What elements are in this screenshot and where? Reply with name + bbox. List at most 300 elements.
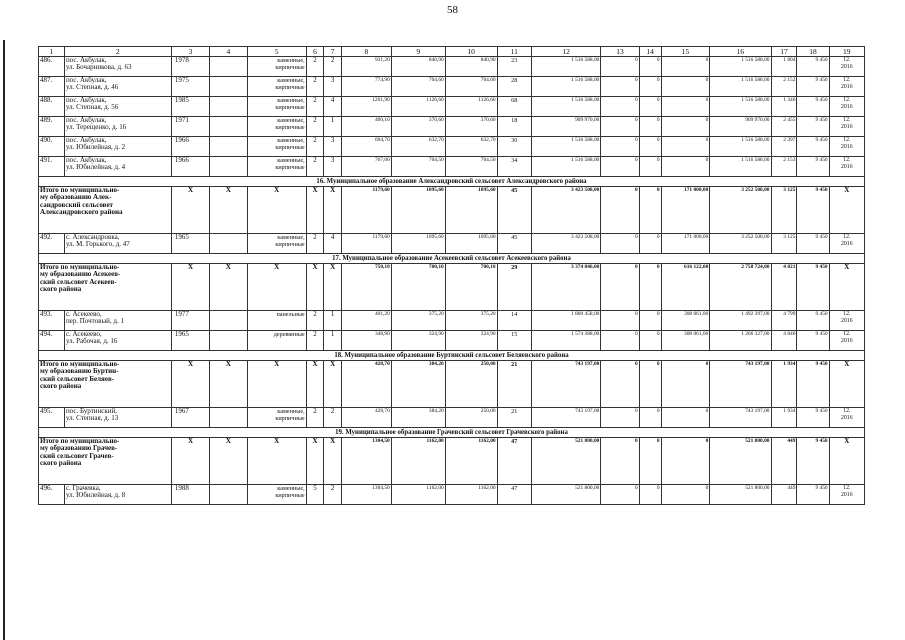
table-cell [210,57,247,77]
table-row [39,97,865,117]
table-cell: пос. Акбулак, ул. Юбилейная, д. 2 [64,137,171,157]
total-cell: 0 [639,438,661,485]
table-cell: 704,60 [391,77,445,97]
total-cell: X [324,438,342,485]
table-cell: 3 [324,137,342,157]
table-cell: 909 970,00 [531,117,601,137]
table-cell [210,77,247,97]
column-number-cell: 14 [639,47,661,57]
total-cell: 1095,60 [445,187,497,234]
total-cell: X [306,187,324,234]
table-cell: 308 061,00 [661,331,710,351]
table-cell: каменные, кирпичные [247,137,306,157]
table-cell: 0 [661,117,710,137]
table-cell: 12. 2016 [829,311,864,331]
total-cell: X [171,361,209,408]
total-cell: 616 122,00 [661,264,710,311]
table-cell: 0 [601,311,639,331]
table-cell: 3 [324,157,342,177]
table-cell: 2 [324,408,342,428]
table-cell: 1162,00 [391,485,445,505]
total-cell: 449 [771,438,797,485]
table-cell: 840,90 [391,57,445,77]
table-cell: 2 [306,331,324,351]
table-cell: 743 197,00 [531,408,601,428]
table-cell: 1 516 588,00 [710,157,771,177]
table-row [39,157,865,177]
table-cell: каменные, кирпичные [247,117,306,137]
table-row [39,311,865,331]
table-cell: 521 800,00 [531,485,601,505]
table-cell: 0 [639,77,661,97]
table-cell: 9 450 [797,331,829,351]
total-cell: 700,10 [391,264,445,311]
table-cell: 2 [306,117,324,137]
section-heading: 17. Муниципальное образование Асекеевский сельсовет Асекеевского района [39,254,865,264]
total-cell: 0 [661,361,710,408]
total-cell: 0 [601,361,639,408]
table-cell: 1985 [171,97,209,117]
total-label: Итого по муниципально- му образованию Алек- сандровский сельсовет Александровского района [39,187,172,234]
table-cell: 0 [601,234,639,254]
column-number-cell: 6 [306,47,324,57]
total-cell: X [210,264,247,311]
table-cell: 12. 2016 [829,117,864,137]
table-cell: 2 [306,408,324,428]
total-cell: X [210,187,247,234]
table-cell: 12. 2016 [829,408,864,428]
table-cell: 1967 [171,408,209,428]
table-cell: 496. [39,485,65,505]
total-cell: X [324,187,342,234]
table-cell: каменные, кирпичные [247,408,306,428]
table-cell: 704,60 [445,77,497,97]
table-cell: 12. 2016 [829,137,864,157]
section-heading-row [39,177,865,187]
total-cell: X [247,361,306,408]
table-cell: 2 [306,137,324,157]
total-cell: 1 934 [771,361,797,408]
table-cell: 0 [661,77,710,97]
table-cell: 1 [324,311,342,331]
table-cell: 0 [661,137,710,157]
table-cell: 375,20 [445,311,497,331]
table-cell: 1965 [171,234,209,254]
table-cell: 9 450 [797,97,829,117]
total-cell: 0 [639,187,661,234]
total-cell: 521 800,00 [531,438,601,485]
housing-repair-table [38,46,865,505]
table-cell: 2 [306,77,324,97]
table-cell: 12. 2016 [829,157,864,177]
total-cell: X [829,361,864,408]
total-cell: X [829,187,864,234]
total-cell: 1304,50 [341,438,391,485]
column-number-cell: 10 [445,47,497,57]
section-heading: 16. Муниципальное образование Александровский сельсовет Александровского района [39,177,865,187]
total-cell: 1179,60 [341,187,391,234]
column-number-cell: 4 [210,47,247,57]
table-cell: 68 [497,97,531,117]
column-number-row [39,47,865,57]
table-cell: 0 [601,77,639,97]
table-cell: 486. [39,57,65,77]
table-cell: 490. [39,137,65,157]
table-cell: 0 [639,234,661,254]
total-label: Итого по муниципально- му образованию Асекеев- ский сельсовет Асекеев- ского района [39,264,172,311]
table-cell: 1 804 [771,57,797,77]
table-row [39,77,865,97]
section-heading-row [39,428,865,438]
table-cell: 370,60 [445,117,497,137]
total-cell: 29 [497,264,531,311]
total-cell: 3 252 508,00 [710,187,771,234]
table-row [39,234,865,254]
total-cell: 1095,60 [391,187,445,234]
table-cell: 704,50 [445,157,497,177]
total-row [39,438,865,485]
table-cell: 370,60 [391,117,445,137]
column-number-cell: 2 [64,47,171,57]
table-cell: 521 800,00 [710,485,771,505]
table-cell: 0 [601,97,639,117]
table-cell: 400,10 [341,117,391,137]
table-cell: 488. [39,97,65,117]
table-cell: 9 450 [797,57,829,77]
table-cell: 4 [324,97,342,117]
table-cell: 0 [639,408,661,428]
table-cell: 1 492 397,00 [710,311,771,331]
table-cell: 494. [39,331,65,351]
table-cell: 1 516 588,00 [710,137,771,157]
table-cell: 0 [601,157,639,177]
table-cell [210,311,247,331]
table-cell: 632,70 [445,137,497,157]
table-cell: 2 [324,485,342,505]
table-cell: 1978 [171,57,209,77]
table-cell: 9 450 [797,485,829,505]
table-cell: 4 846 [771,331,797,351]
table-row [39,137,865,157]
table-cell: 9 450 [797,311,829,331]
table-cell: 18 [497,117,531,137]
total-cell: X [306,361,324,408]
total-label: Итого по муниципально- му образованию Буртин- ский сельсовет Беляев- ского района [39,361,172,408]
total-cell: 21 [497,361,531,408]
table-cell: 5 [306,485,324,505]
table-cell: каменные, кирпичные [247,234,306,254]
table-cell: 23 [497,57,531,77]
table-cell: 1304,50 [341,485,391,505]
total-cell: 428,70 [341,361,391,408]
table-cell: 2 [306,57,324,77]
table-cell: 428,70 [341,408,391,428]
table-cell: 2 152 [771,77,797,97]
table-cell: 0 [661,157,710,177]
table-cell: 1971 [171,117,209,137]
table-cell: 21 [497,408,531,428]
total-cell: 47 [497,438,531,485]
total-cell: 521 800,00 [710,438,771,485]
table-cell: пос. Акбулак, ул. Степная, д. 56 [64,97,171,117]
table-cell: 30 [497,137,531,157]
table-cell: 2 [306,157,324,177]
total-cell: 1162,00 [391,438,445,485]
table-cell: 375,20 [391,311,445,331]
section-heading: 19. Муниципальное образование Грачевский сельсовет Грачевского района [39,428,865,438]
table-cell: 1201,90 [341,97,391,117]
table-cell: пос. Буртинский, ул. Степная, д. 13 [64,408,171,428]
total-cell: X [324,264,342,311]
page-number: 58 [447,4,458,16]
table-cell: 493. [39,311,65,331]
total-cell: X [171,438,209,485]
table-cell: с. Асекеево, пер. Почтовый, д. 1 [64,311,171,331]
total-cell: X [171,187,209,234]
table-cell: каменные, кирпичные [247,157,306,177]
table-cell: пос. Акбулак, ул. Терещенко, д. 16 [64,117,171,137]
table-cell: каменные, кирпичные [247,77,306,97]
table-cell: 774,90 [341,77,391,97]
total-cell: 0 [601,264,639,311]
table-cell: 492. [39,234,65,254]
table-cell: 1 516 588,00 [710,77,771,97]
table-cell: 2 397 [771,137,797,157]
table-cell: 0 [661,408,710,428]
total-cell: 3 374 846,00 [531,264,601,311]
table-cell: 324,90 [445,331,497,351]
table-cell [210,97,247,117]
column-number-cell: 3 [171,47,209,57]
total-cell: 384,20 [391,361,445,408]
table-cell: 1 [324,331,342,351]
table-row [39,408,865,428]
table-cell: 1 346 [771,97,797,117]
table-cell: с. Грачевка, ул. Юбилейная, д. 8 [64,485,171,505]
total-cell: 0 [661,438,710,485]
table-cell: 487. [39,77,65,97]
table-cell: 12. 2016 [829,77,864,97]
table-cell: каменные, кирпичные [247,97,306,117]
table-cell: 0 [639,57,661,77]
table-cell: 0 [601,137,639,157]
table-cell: 1095,60 [445,234,497,254]
table-cell: 0 [639,311,661,331]
table-cell: 0 [639,137,661,157]
table-cell: 3 [324,77,342,97]
column-number-cell: 1 [39,47,65,57]
total-cell: 2 758 724,00 [710,264,771,311]
total-cell: 750,10 [341,264,391,311]
total-cell: 45 [497,187,531,234]
table-cell: 28 [497,77,531,97]
table-cell: 489. [39,117,65,137]
column-number-cell: 15 [661,47,710,57]
table-cell: 1095,60 [391,234,445,254]
table-cell: 34 [497,157,531,177]
column-number-cell: 17 [771,47,797,57]
section-heading: 18. Муниципальное образование Буртинский сельсовет Беляевского района [39,351,865,361]
table-cell: 12. 2016 [829,97,864,117]
table-cell: 0 [661,57,710,77]
total-cell: X [324,361,342,408]
table-cell: 1 934 [771,408,797,428]
table-cell: 1126,60 [391,97,445,117]
table-cell: 1988 [171,485,209,505]
table-cell: 401,20 [341,311,391,331]
total-cell: 700,10 [445,264,497,311]
table-cell: 840,90 [445,57,497,77]
table-cell: 1966 [171,157,209,177]
table-cell: 250,00 [445,408,497,428]
total-cell: X [210,438,247,485]
table-cell: 491. [39,157,65,177]
table-row [39,485,865,505]
table-cell: 1 [324,117,342,137]
table-cell: 1 516 588,00 [531,157,601,177]
table-cell: 12. 2016 [829,57,864,77]
table-row [39,331,865,351]
table-cell: деревянные [247,331,306,351]
table-cell: 0 [601,408,639,428]
total-cell: X [306,264,324,311]
total-cell: 0 [639,361,661,408]
table-cell: каменные, кирпичные [247,485,306,505]
table-cell: 2 455 [771,117,797,137]
table-cell: 931,20 [341,57,391,77]
table-cell: 3 252 508,00 [710,234,771,254]
table-cell: 14 [497,311,531,331]
total-cell: X [829,438,864,485]
table-cell: 324,90 [391,331,445,351]
table-cell: 694,70 [341,137,391,157]
column-number-cell: 5 [247,47,306,57]
total-cell: 3 125 [771,187,797,234]
table-cell: 1 800 458,00 [531,311,601,331]
table-cell: 348,90 [341,331,391,351]
table-cell: 632,70 [391,137,445,157]
table-cell: 0 [639,157,661,177]
table-cell: 12. 2016 [829,331,864,351]
table-cell: панельные [247,311,306,331]
total-cell: 0 [601,187,639,234]
table-cell [210,137,247,157]
table-cell: 12. 2016 [829,485,864,505]
table-cell: 449 [771,485,797,505]
total-cell: 0 [639,264,661,311]
table-cell: 2 [306,311,324,331]
table-cell [210,157,247,177]
total-cell: 0 [601,438,639,485]
table-cell: 1975 [171,77,209,97]
table-cell: пос. Акбулак, ул. Бочарникова, д. 63 [64,57,171,77]
table-cell: 45 [497,234,531,254]
table-cell: с. Асекеево, ул. Рабочая, д. 16 [64,331,171,351]
total-cell: 250,00 [445,361,497,408]
section-heading-row [39,351,865,361]
total-cell: 743 197,00 [710,361,771,408]
total-cell: X [306,438,324,485]
table-cell: 2 153 [771,157,797,177]
table-cell: 0 [601,57,639,77]
table-cell: 15 [497,331,531,351]
table-cell: 743 197,00 [710,408,771,428]
scan-edge-line [3,40,5,640]
total-row [39,361,865,408]
table-cell: 704,50 [391,157,445,177]
table-cell [210,408,247,428]
table-cell: с. Александровка, ул. М. Горького, д. 47 [64,234,171,254]
table-cell: 4 799 [771,311,797,331]
table-cell: 495. [39,408,65,428]
table-cell: 1966 [171,137,209,157]
total-cell: X [829,264,864,311]
table-cell: 0 [661,485,710,505]
table-cell: 171 000,00 [661,234,710,254]
table-cell: 9 450 [797,408,829,428]
total-cell: X [171,264,209,311]
table-cell: 9 450 [797,77,829,97]
total-row [39,187,865,234]
table-cell: пос. Акбулак, ул. Степная, д. 46 [64,77,171,97]
table-cell: 1 516 588,00 [531,77,601,97]
table-cell: 0 [601,485,639,505]
table-cell: 0 [639,485,661,505]
table-cell: 0 [601,331,639,351]
table-cell: 384,20 [391,408,445,428]
table-cell: 1 516 588,00 [531,97,601,117]
column-number-cell: 12 [531,47,601,57]
total-cell: 171 000,00 [661,187,710,234]
column-number-cell: 9 [391,47,445,57]
table-cell: 1 516 588,00 [710,57,771,77]
total-row [39,264,865,311]
column-number-cell: 8 [341,47,391,57]
column-number-cell: 7 [324,47,342,57]
total-cell: 9 450 [797,187,829,234]
table-cell: 9 450 [797,234,829,254]
table-cell: 308 061,00 [661,311,710,331]
column-number-cell: 13 [601,47,639,57]
table-cell: 0 [639,331,661,351]
table-cell: 1 516 588,00 [531,57,601,77]
total-cell: 9 450 [797,361,829,408]
table-cell: 0 [601,117,639,137]
table-cell: 3 423 508,00 [531,234,601,254]
total-cell: 3 423 508,00 [531,187,601,234]
table-cell: 767,00 [341,157,391,177]
table-cell [210,485,247,505]
table-cell: 1 516 588,00 [710,97,771,117]
column-number-cell: 11 [497,47,531,57]
table-cell: 909 970,00 [710,117,771,137]
table-cell [210,117,247,137]
table-cell: 3 125 [771,234,797,254]
table-row [39,117,865,137]
total-cell: 4 821 [771,264,797,311]
column-number-cell: 16 [710,47,771,57]
table-cell: 9 450 [797,157,829,177]
table-cell: 1 266 327,00 [710,331,771,351]
table-cell: 2 [306,234,324,254]
total-cell: 9 450 [797,264,829,311]
table-cell: 4 [324,234,342,254]
total-label: Итого по муниципально- му образованию Грачев- ский сельсовет Грачев- ского района [39,438,172,485]
table-cell: 1 574 388,00 [531,331,601,351]
table-cell: 1126,60 [445,97,497,117]
table-cell: 12. 2016 [829,234,864,254]
table-cell: пос. Акбулак, ул. Юбилейная, д. 4 [64,157,171,177]
